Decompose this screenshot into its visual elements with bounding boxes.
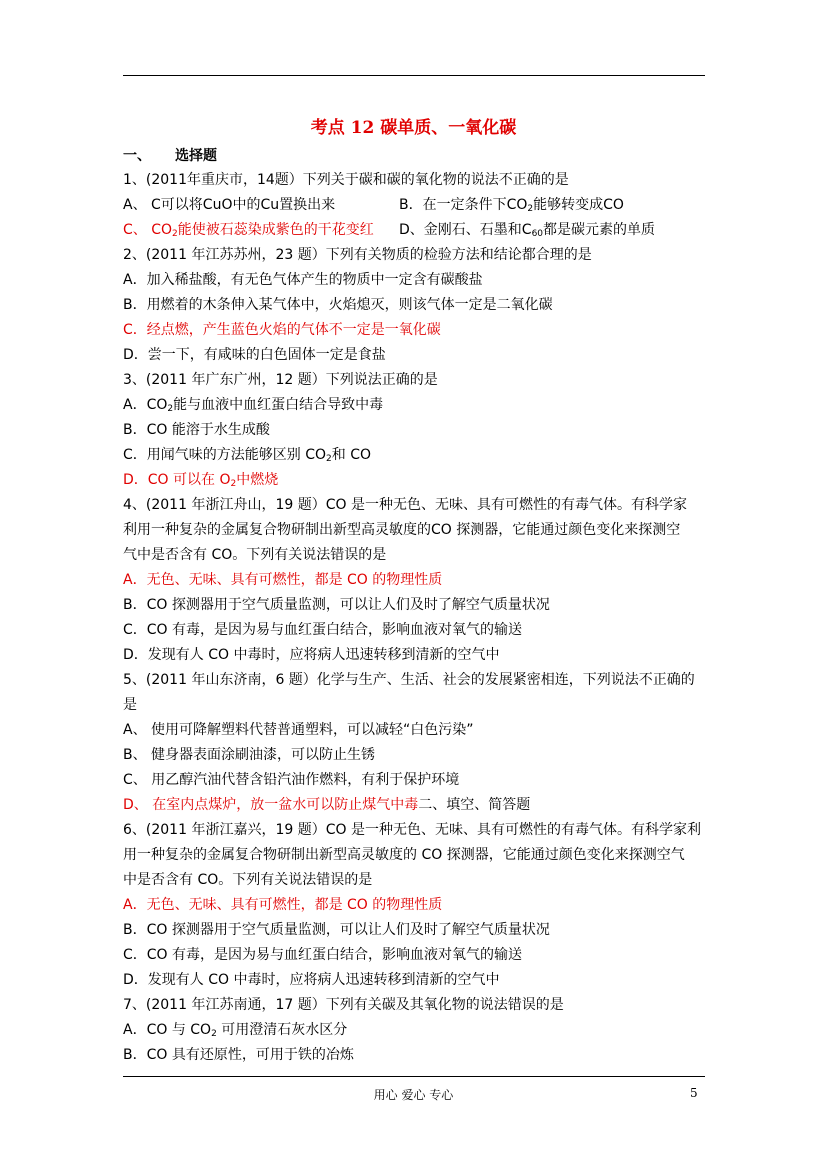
option-c-answer: C．经点燃，产生蓝色火焰的气体不一定是一氧化碳 — [123, 322, 441, 338]
question-4-stem-cont: 利用一种复杂的金属复合物研制出新型高灵敏度的CO 探测器，它能通过颜色变化来探测空 — [123, 522, 681, 538]
option-b: B．CO 探测器用于空气质量监测，可以让人们及时了解空气质量状况 — [123, 597, 550, 613]
option-b: B．CO 能溶于水生成酸 — [123, 422, 270, 438]
option-d: D．尝一下，有咸味的白色固体一定是食盐 — [123, 347, 386, 363]
option-a: A．$CO_2$能与血液中血红蛋白结合导致中毒 — [123, 397, 384, 414]
option-a-answer: A．无色、无味、具有可燃性，都是 CO 的物理性质 — [123, 897, 443, 913]
section-heading — [123, 145, 217, 165]
option-a: A、 C可以将CuO中的Cu置换出来 — [123, 197, 336, 213]
option-d-answer: D、 在室内点煤炉，放一盆水可以防止煤气中毒二、填空、简答题 — [123, 797, 531, 813]
option-d: D、金刚石、石墨和$C_{60}$都是碳元素的单质 — [399, 222, 656, 239]
option-d-answer: D．CO 可以在 $O_2$中燃烧 — [123, 472, 279, 489]
page-title: 考点 12 碳单质、一氧化碳 — [310, 118, 517, 138]
option-a: A．CO 与 $CO_2$ 可用澄清石灰水区分 — [123, 1022, 348, 1039]
question-5-stem: 5、(2011 年山东济南，6 题）化学与生产、生活、社会的发展紧密相连，下列说法不正确的 — [123, 672, 695, 688]
question-1-options-ab — [123, 193, 709, 218]
section-number: 一、 — [123, 148, 151, 164]
footer-rule — [123, 1076, 705, 1077]
option-d: D．发现有人 CO 中毒时，应将病人迅速转移到清新的空气中 — [123, 647, 500, 663]
question-3-stem: 3、(2011 年广东广州，12 题）下列说法正确的是 — [123, 372, 438, 388]
section-2-heading: 二、填空、简答题 — [418, 797, 531, 813]
option-a: A、 使用可降解塑料代替普通塑料，可以减轻“白色污染” — [123, 722, 474, 738]
option-c: C．CO 有毒，是因为易与血红蛋白结合，影响血液对氧气的输送 — [123, 947, 523, 963]
option-c-answer: C、 $CO_2$能使被石蕊染成紫色的干花变红 — [123, 222, 374, 239]
question-6-stem-cont: 用一种复杂的金属复合物研制出新型高灵敏度的 CO 探测器，它能通过颜色变化来探测空气 — [123, 847, 685, 863]
option-b: B．CO 探测器用于空气质量监测，可以让人们及时了解空气质量状况 — [123, 922, 550, 938]
option-c: C．CO 有毒，是因为易与血红蛋白结合，影响血液对氧气的输送 — [123, 622, 523, 638]
section-label: 选择题 — [175, 148, 217, 164]
page-number: 5 — [690, 1086, 698, 1100]
question-4-stem-cont: 气中是否含有 CO。下列有关说法错误的是 — [123, 547, 387, 563]
question-4-stem: 4、(2011 年浙江舟山，19 题）CO 是一种无色、无味、具有可燃性的有毒气体。有科学家 — [123, 497, 687, 513]
option-b: B．CO 具有还原性，可用于铁的冶炼 — [123, 1047, 354, 1063]
footer-text: 用心 爱心 专心 — [373, 1088, 454, 1102]
option-c: C．用闻气味的方法能够区别 $CO_2$和 CO — [123, 447, 372, 464]
option-b: B、 健身器表面涂刷油漆，可以防止生锈 — [123, 747, 376, 763]
option-a-answer: A．无色、无味、具有可燃性，都是 CO 的物理性质 — [123, 572, 443, 588]
question-7-stem: 7、(2011 年江苏南通，17 题）下列有关碳及其氧化物的说法错误的是 — [123, 997, 564, 1013]
option-b: B．用燃着的木条伸入某气体中，火焰熄灭，则该气体一定是二氧化碳 — [123, 297, 553, 313]
question-6-stem: 6、(2011 年浙江嘉兴，19 题）CO 是一种无色、无味、具有可燃性的有毒气体。有科学家利 — [123, 822, 701, 838]
header-rule — [123, 75, 705, 76]
question-1-options-cd — [123, 218, 709, 243]
question-2-stem: 2、(2011 年江苏苏州，23 题）下列有关物质的检验方法和结论都合理的是 — [123, 247, 592, 263]
option-b: B．在一定条件下$CO_2$能够转变成CO — [399, 197, 624, 214]
option-d: D．发现有人 CO 中毒时，应将病人迅速转移到清新的空气中 — [123, 972, 500, 988]
question-1-stem: 1、(2011年重庆市，14题）下列关于碳和碳的氧化物的说法不正确的是 — [123, 172, 569, 188]
question-6-stem-cont: 中是否含有 CO。下列有关说法错误的是 — [123, 872, 373, 888]
question-body — [123, 168, 709, 1068]
option-c: C、 用乙醇汽油代替含铅汽油作燃料，有利于保护环境 — [123, 772, 460, 788]
option-a: A．加入稀盐酸，有无色气体产生的物质中一定含有碳酸盐 — [123, 272, 483, 288]
question-5-stem-cont: 是 — [123, 697, 137, 713]
